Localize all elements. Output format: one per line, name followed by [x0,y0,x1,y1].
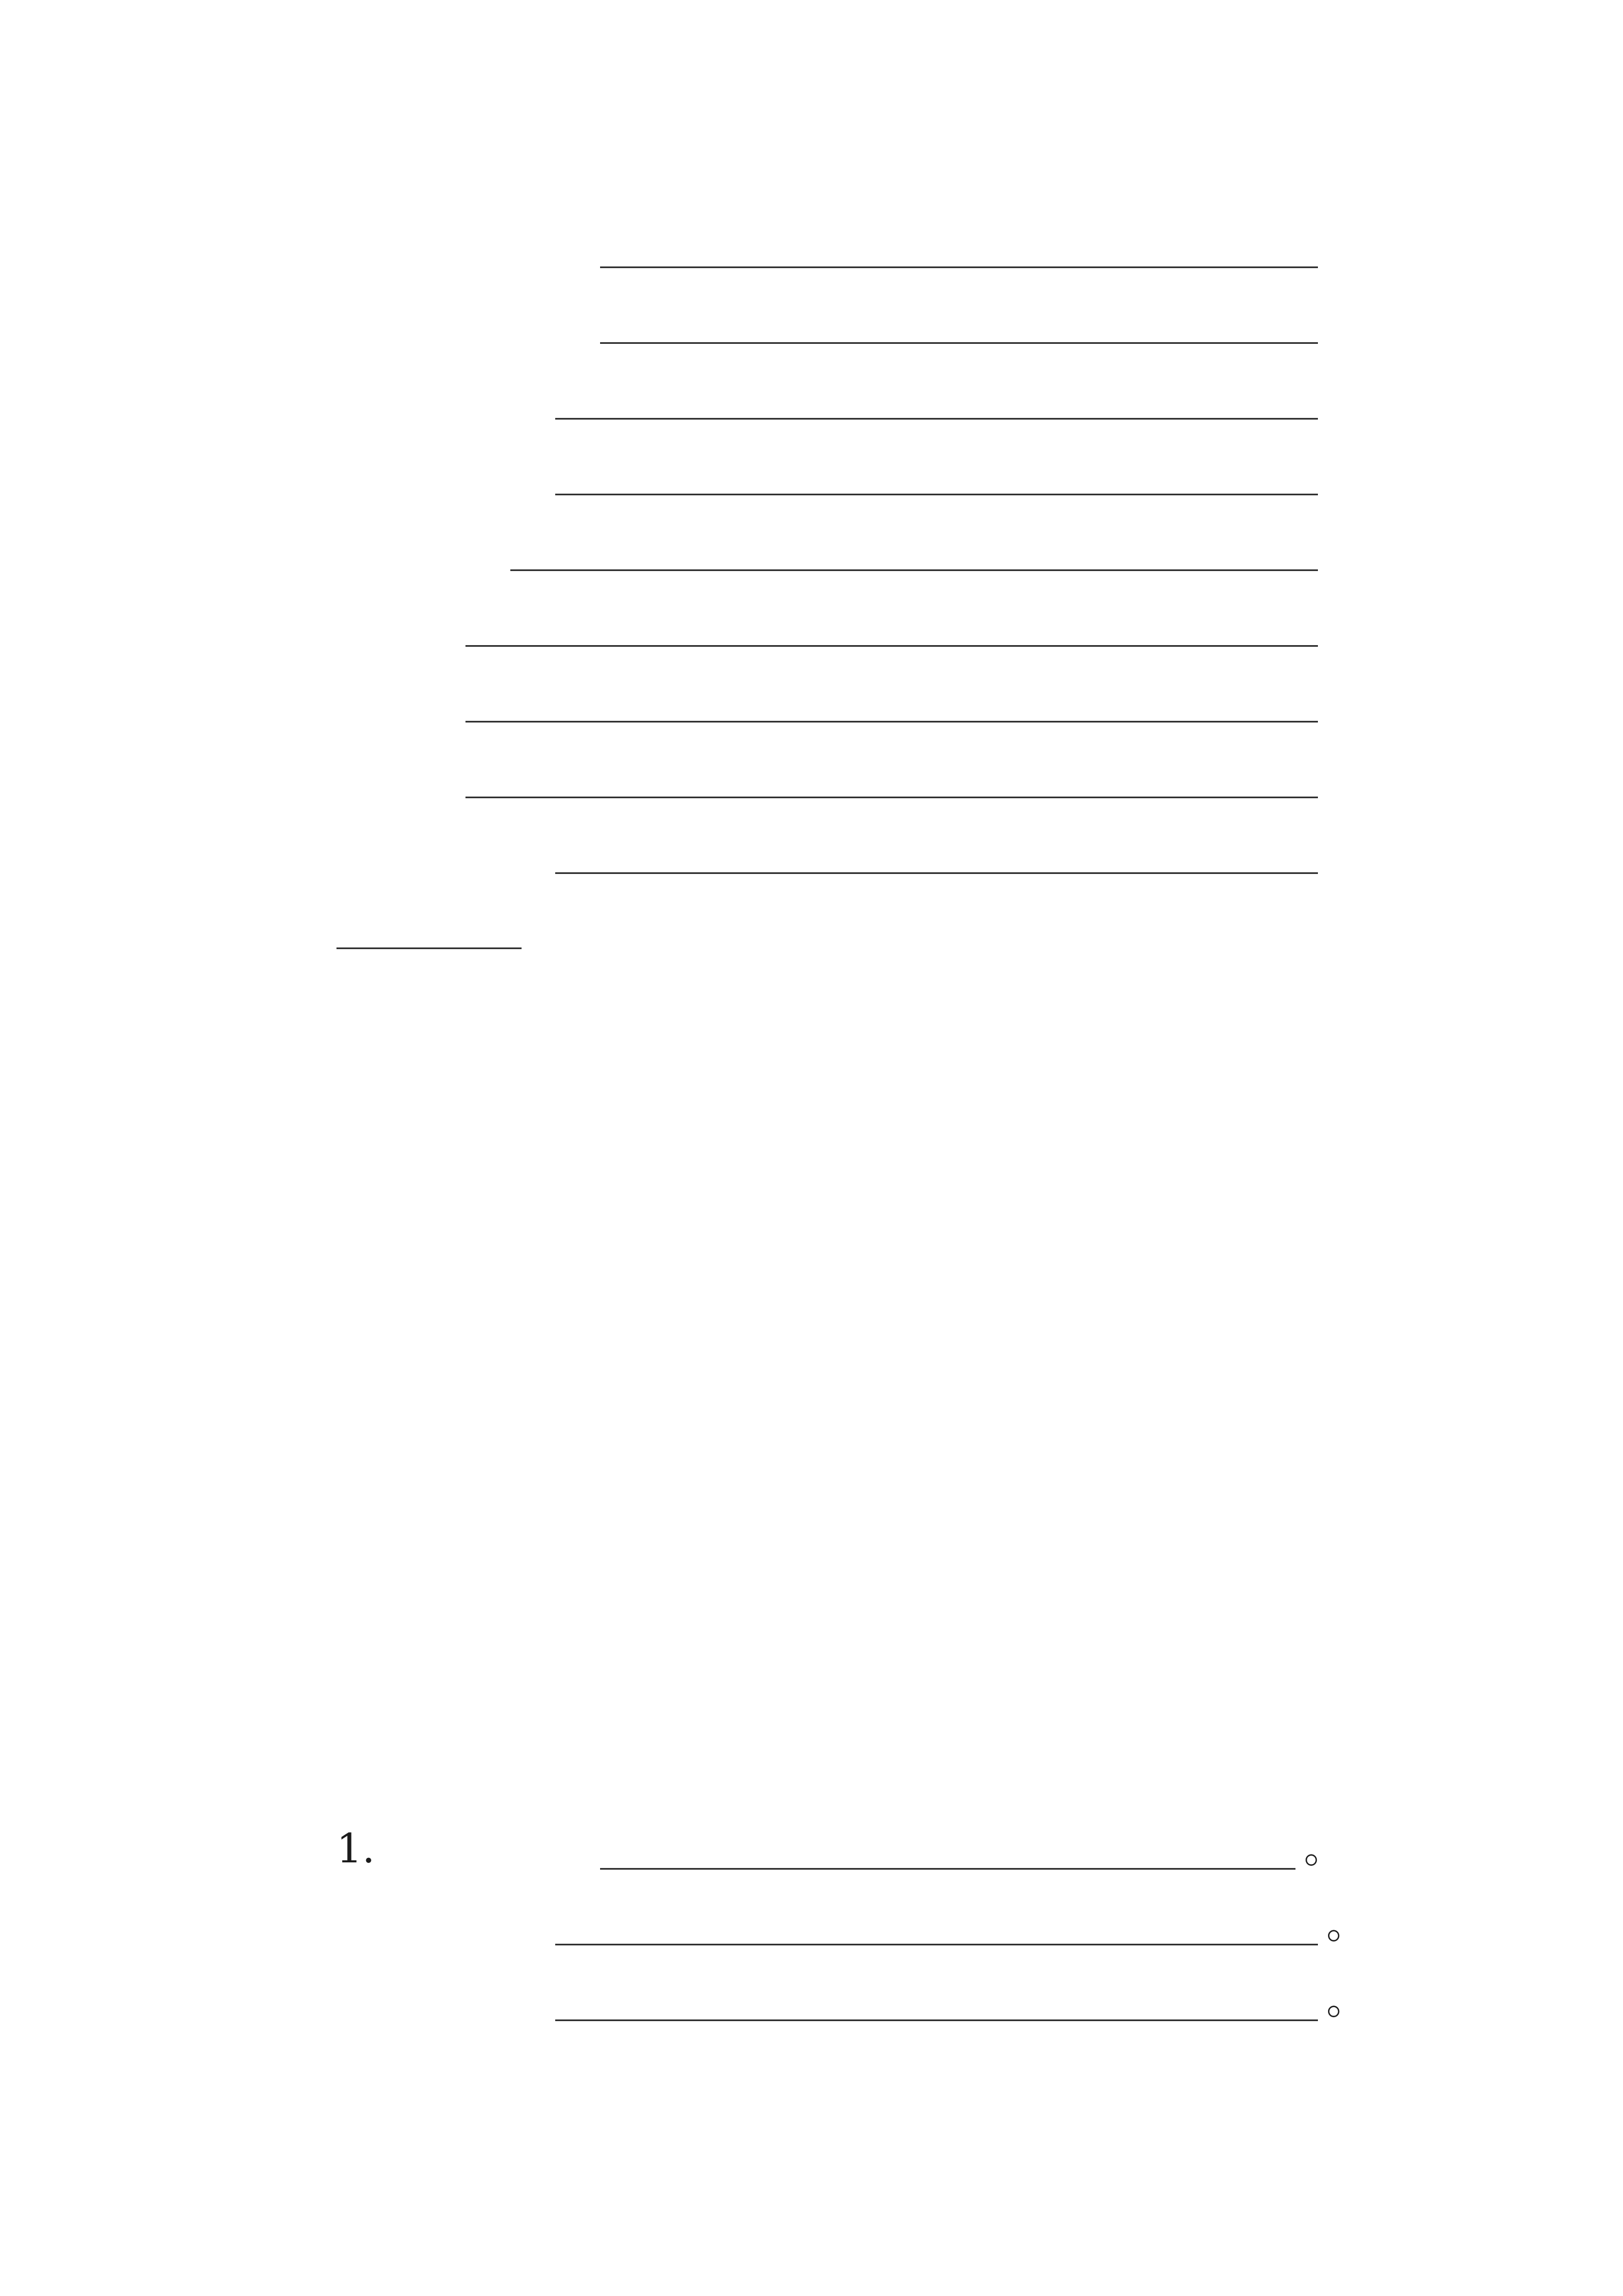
item-underline[interactable] [600,1868,1295,1870]
field-row-email [0,819,1623,886]
field-row-fax [0,668,1623,735]
field-underline[interactable] [510,569,1318,571]
field-row-id-number [0,289,1623,356]
item-label: 1. [336,1825,375,1872]
field-row-agent [0,213,1623,280]
field-underline[interactable] [465,645,1318,647]
item-end-mark: 。 [1304,1825,1345,1872]
field-row-postcode [0,440,1623,508]
field-row-account [0,743,1623,811]
field-underline[interactable] [465,721,1318,723]
field-underline[interactable] [555,494,1318,495]
field-underline[interactable] [465,797,1318,798]
contract-name-blank[interactable] [336,903,522,949]
item-end-mark: 。 [1326,1976,1367,2023]
field-row-contact [0,516,1623,583]
field-underline[interactable] [555,872,1318,874]
item-row-pledge-name [0,1815,1623,1882]
item-underline[interactable] [555,2019,1318,2021]
field-row-phone [0,592,1623,659]
field-underline[interactable] [600,266,1318,268]
item-end-mark: 。 [1326,1901,1367,1948]
item-row-pledge-quality [0,1966,1623,2033]
item-underline[interactable] [555,1944,1318,1945]
item-row-pledge-quantity [0,1890,1623,1958]
intro-paragraph [247,898,1391,973]
field-underline[interactable] [555,418,1318,420]
field-row-address [0,365,1623,432]
field-underline[interactable] [600,342,1318,344]
